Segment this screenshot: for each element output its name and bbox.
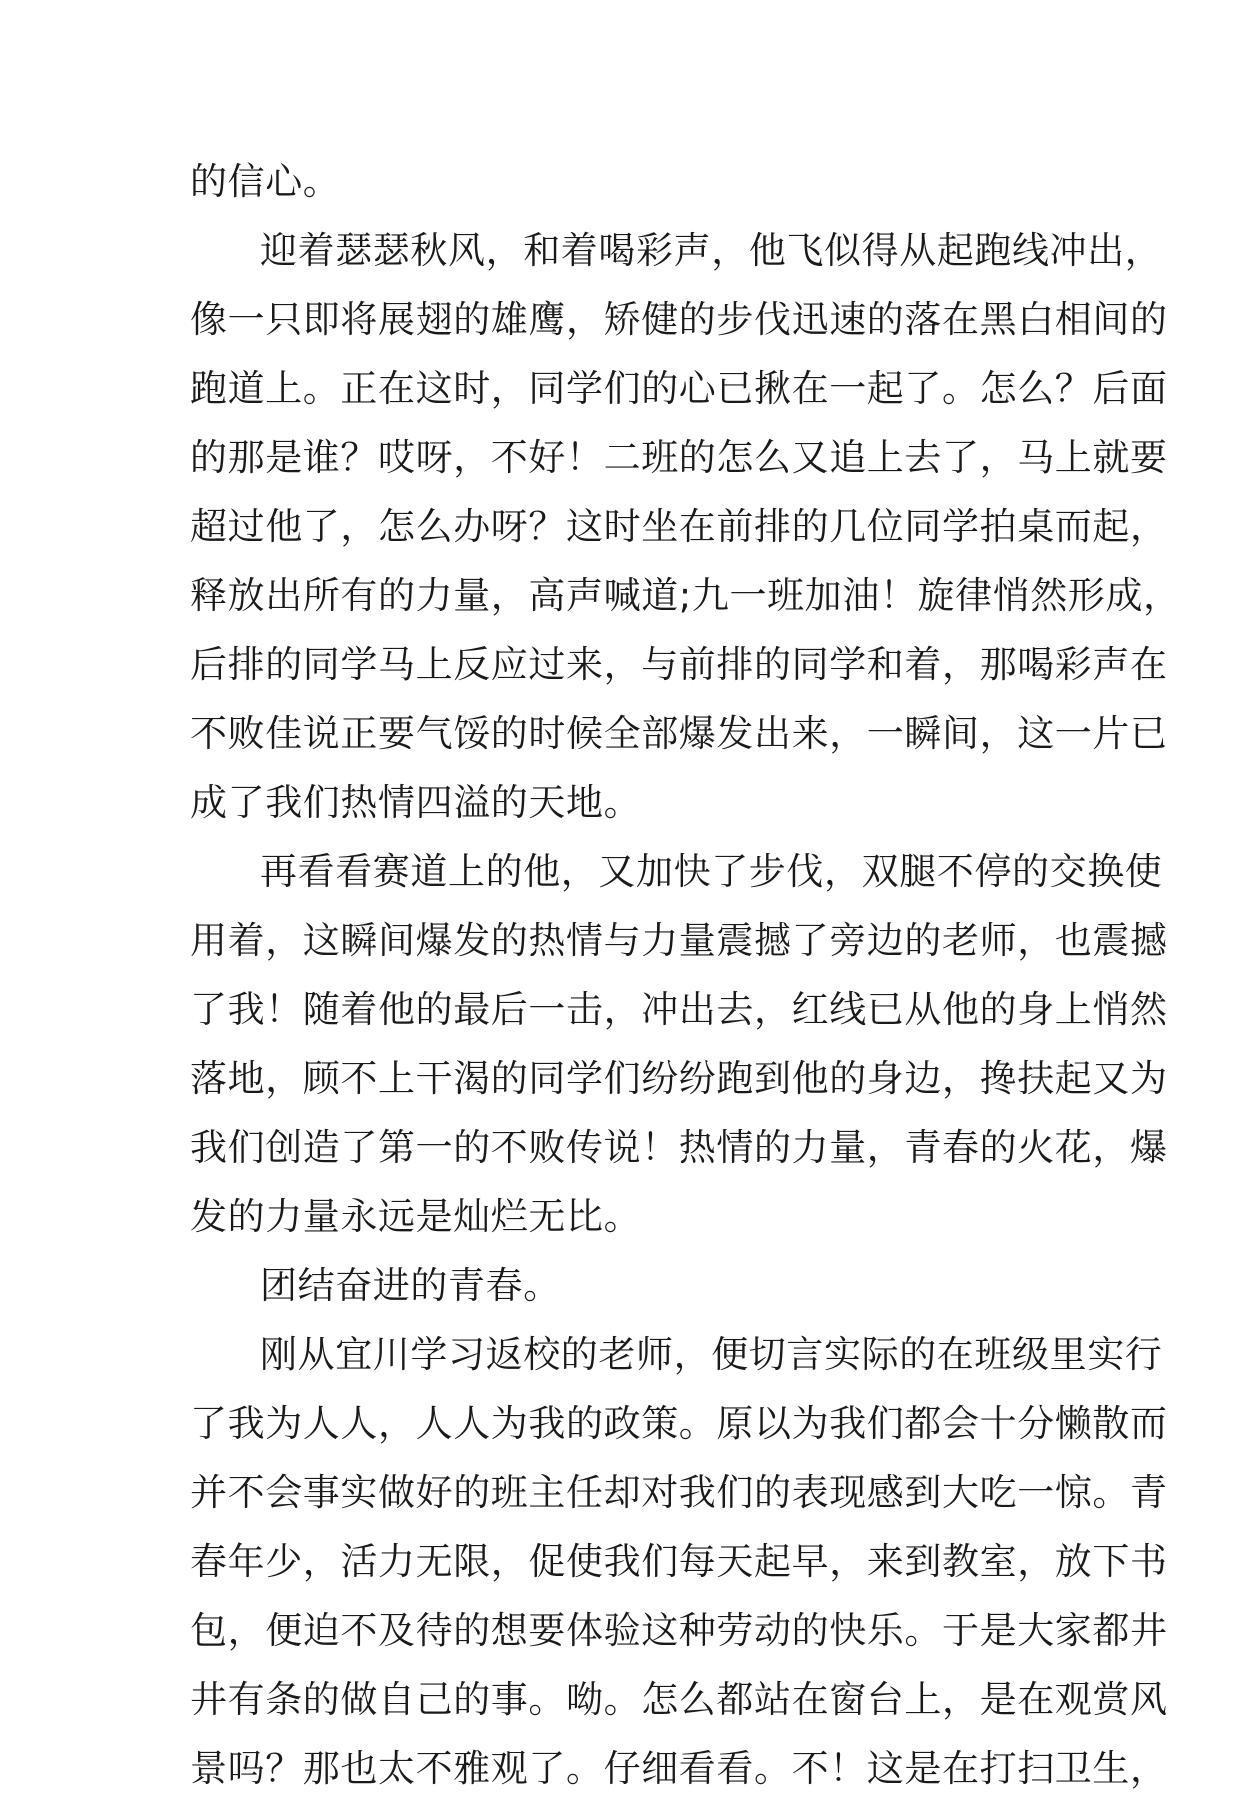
text-line: 的信心。 (190, 160, 341, 203)
text-line: 包，便迫不及待的想要体验这种劳动的快乐。于是大家都井 (190, 1609, 1168, 1652)
text-line: 后排的同学马上反应过来，与前排的同学和着，那喝彩声在 (190, 643, 1168, 686)
text-line: 了我为人人，人人为我的政策。原以为我们都会十分懒散而 (190, 1402, 1168, 1445)
text-line: 用着，这瞬间爆发的热情与力量震撼了旁边的老师，也震撼 (190, 919, 1168, 962)
text-line: 的那是谁？哎呀，不好！二班的怎么又追上去了，马上就要 (190, 436, 1168, 479)
section-heading-line: 团结奋进的青春。 (260, 1264, 561, 1307)
text-line: 并不会事实做好的班主任却对我们的表现感到大吃一惊。青 (190, 1471, 1168, 1514)
text-line: 发的力量永远是灿烂无比。 (190, 1195, 642, 1238)
text-line: 成了我们热情四溢的天地。 (190, 781, 642, 824)
text-line: 跑道上。正在这时，同学们的心已揪在一起了。怎么？后面 (190, 367, 1168, 410)
text-line: 释放出所有的力量，高声喊道;九一班加油！旋律悄然形成， (190, 574, 1181, 617)
text-line: 迎着瑟瑟秋风，和着喝彩声，他飞似得从起跑线冲出， (260, 229, 1163, 272)
text-line: 再看看赛道上的他，又加快了步伐，双腿不停的交换使 (260, 850, 1163, 893)
text-line: 了我！随着他的最后一击，冲出去，红线已从他的身上悄然 (190, 988, 1168, 1031)
document-body (190, 152, 1181, 1808)
text-line: 春年少，活力无限，促使我们每天起早，来到教室，放下书 (190, 1540, 1168, 1583)
text-line: 刚从宜川学习返校的老师，便切言实际的在班级里实行 (260, 1333, 1163, 1376)
text-line: 像一只即将展翅的雄鹰，矫健的步伐迅速的落在黑白相间的 (190, 298, 1168, 341)
text-line: 景吗？那也太不雅观了。仔细看看。不！这是在打扫卫生， (190, 1747, 1168, 1790)
text-line: 落地，顾不上干渴的同学们纷纷跑到他的身边，搀扶起又为 (190, 1057, 1168, 1100)
text-line: 不败佳说正要气馁的时候全部爆发出来，一瞬间，这一片已 (190, 712, 1168, 755)
text-line: 井有条的做自己的事。呦。怎么都站在窗台上，是在观赏风 (190, 1678, 1168, 1721)
text-line: 我们创造了第一的不败传说！热情的力量，青春的火花，爆 (190, 1126, 1168, 1169)
text-line: 超过他了，怎么办呀？这时坐在前排的几位同学拍桌而起， (190, 505, 1168, 548)
